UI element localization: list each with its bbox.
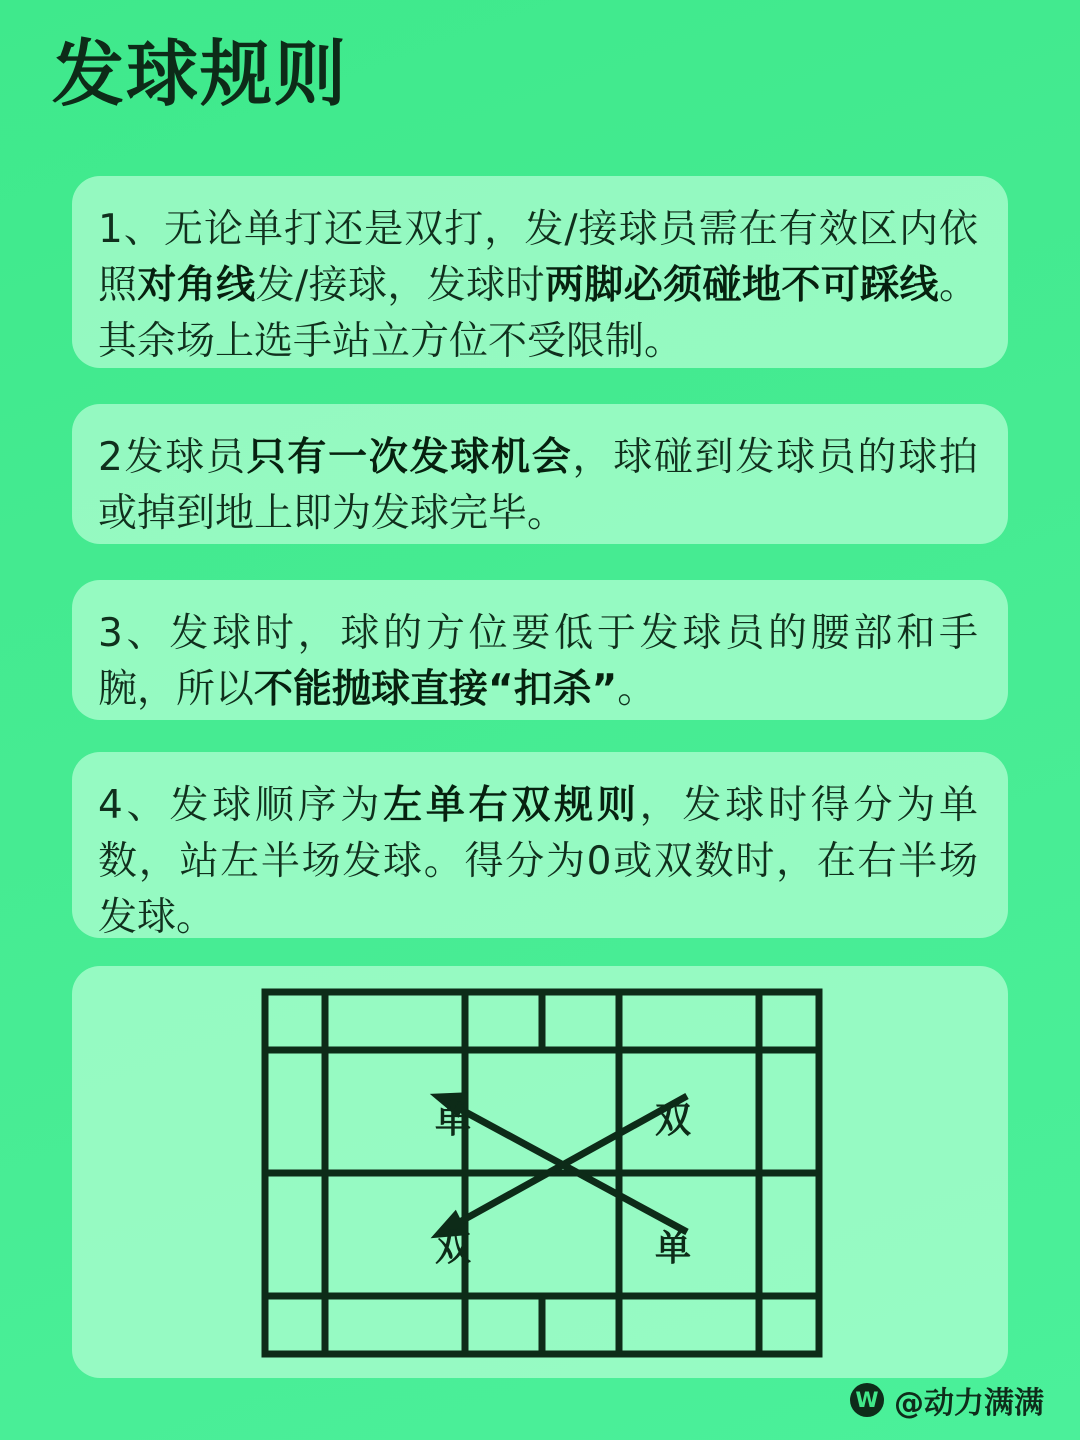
rule-card-3 — [72, 580, 1008, 720]
diagram-card — [72, 966, 1008, 1378]
rule-segment: 3、发球时，球的方位要低于发球员的腰部和手腕，所以 — [98, 611, 978, 712]
rule-segment: 只有一次发球机会 — [246, 435, 573, 480]
court-diagram — [257, 984, 827, 1362]
rule-card-4 — [72, 752, 1008, 938]
rule-segment: 对角线 — [137, 262, 256, 308]
rule-2-text — [98, 430, 978, 542]
court-label-top-left: 单 — [435, 1100, 472, 1141]
rule-card-1 — [72, 176, 1008, 368]
rule-segment: 左单右双规则 — [383, 783, 640, 828]
court-label-bottom-right: 单 — [655, 1228, 692, 1269]
rule-segment: ，发球时得分为单数，站左半场发球。得分为0或双数时，在右半场发球。 — [98, 783, 978, 940]
rule-segment: ，球碰到发球员的球拍或掉到地上即为发球完毕。 — [98, 435, 978, 536]
rule-segment: 2发球员 — [98, 435, 247, 480]
weibo-icon: W — [850, 1383, 884, 1417]
court-svg — [257, 984, 827, 1362]
page-title: 发球规则 — [52, 32, 349, 116]
rule-segment: 1、无论单打还是双打，发/接球员需在有效区内依照 — [98, 207, 978, 308]
rule-segment: 不能抛球直接“扣杀” — [254, 666, 618, 712]
rule-segment: 两脚必须碰地不可踩线 — [544, 262, 939, 308]
rule-segment: 4、发球顺序为 — [98, 783, 384, 828]
rule-card-2 — [72, 404, 1008, 544]
footer-handle: @动力满满 — [894, 1386, 1044, 1421]
footer-attribution — [850, 1378, 1044, 1422]
rule-4-text — [98, 778, 978, 945]
rule-segment: 。 — [617, 666, 657, 712]
court-label-bottom-left: 双 — [435, 1228, 472, 1269]
rule-segment: 。其余场上选手站立方位不受限制。 — [98, 262, 978, 364]
rule-3-text — [98, 606, 978, 718]
rule-segment: 发/接球，发球时 — [255, 262, 545, 308]
rule-1-text — [98, 202, 978, 369]
court-label-top-right: 双 — [655, 1100, 692, 1141]
